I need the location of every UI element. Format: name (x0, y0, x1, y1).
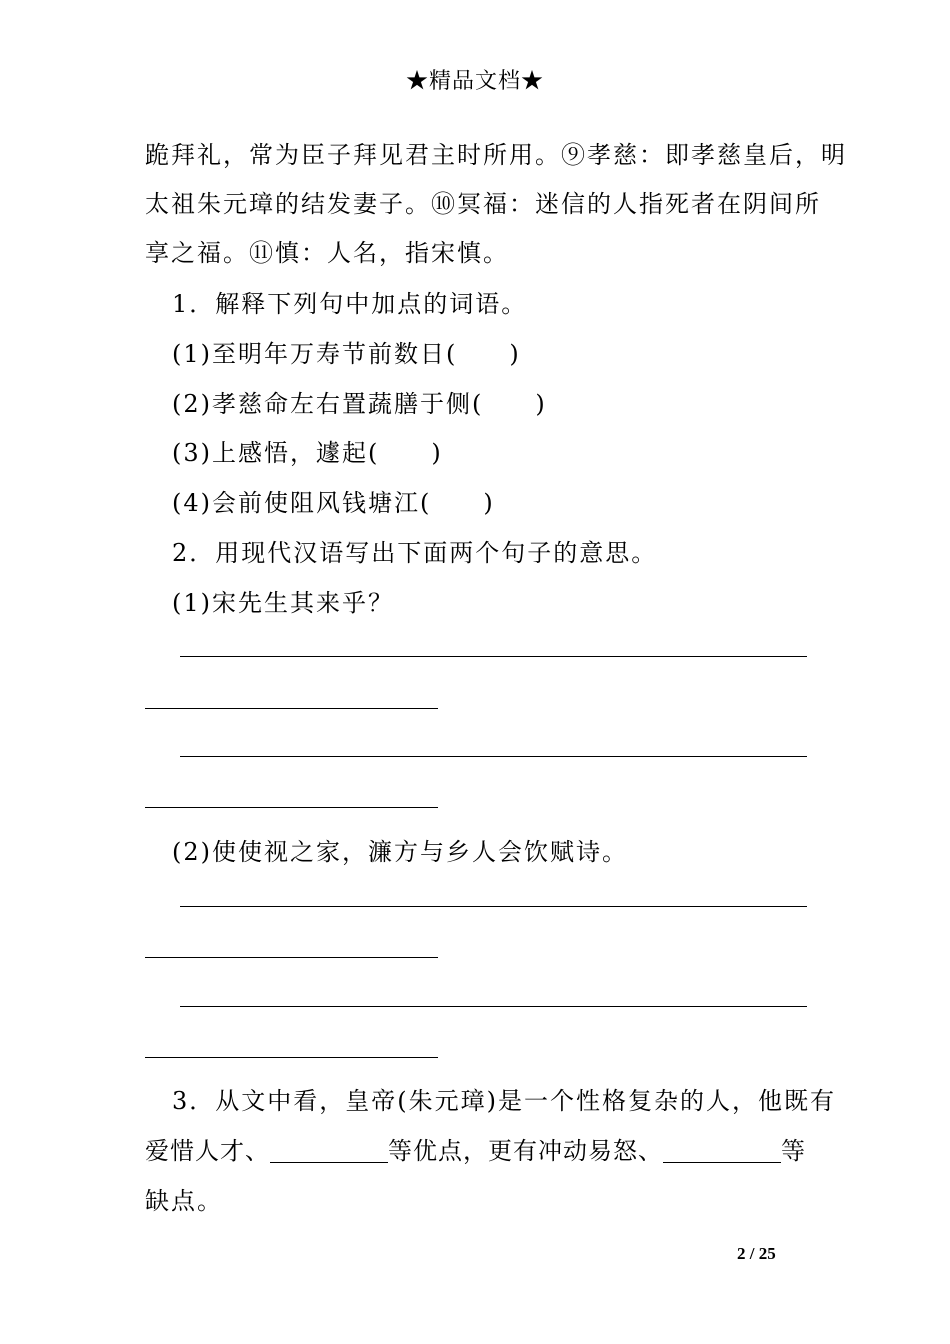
answer-line[interactable] (180, 906, 807, 907)
answer-line[interactable] (180, 756, 807, 757)
question-3-text: 爱惜人才、 (145, 1137, 270, 1165)
question-1-stem: 1．解释下列句中加点的词语。 (172, 290, 528, 318)
note-line-1: 跪拜礼，常为臣子拜见君主时所用。⑨孝慈：即孝慈皇后，明 (145, 141, 847, 169)
page-header-title: ★精品文档★ (405, 69, 544, 94)
answer-line[interactable] (145, 957, 438, 958)
question-1-item-1: (1)至明年万寿节前数日( ) (172, 340, 521, 368)
answer-line[interactable] (145, 807, 438, 808)
answer-line[interactable] (180, 656, 807, 657)
question-2-stem: 2．用现代汉语写出下面两个句子的意思。 (172, 539, 658, 567)
question-1-item-3: (3)上感悟，遽起( ) (172, 439, 443, 467)
question-1-item-2: (2)孝慈命左右置蔬膳于侧( ) (172, 390, 547, 418)
answer-line[interactable] (145, 708, 438, 709)
question-3-text: 等优点，更有冲动易怒、 (388, 1137, 663, 1165)
answer-line[interactable] (180, 1006, 807, 1007)
page-number: 2 / 25 (737, 1244, 776, 1263)
question-2-item-2: (2)使使视之家，濂方与乡人会饮赋诗。 (172, 838, 628, 866)
question-3-line-3: 缺点。 (145, 1187, 223, 1215)
note-line-2: 太祖朱元璋的结发妻子。⑩冥福：迷信的人指死者在阴间所 (145, 190, 821, 218)
question-3-line-1: 3．从文中看，皇帝(朱元璋)是一个性格复杂的人，他既有 (172, 1087, 836, 1115)
question-2-item-1: (1)宋先生其来乎？ (172, 589, 394, 617)
fill-blank[interactable] (270, 1138, 388, 1163)
note-line-3: 享之福。⑪慎：人名，指宋慎。 (145, 239, 509, 267)
fill-blank[interactable] (663, 1138, 781, 1163)
question-1-item-4: (4)会前使阻风钱塘江( ) (172, 489, 495, 517)
question-3-line-2 (145, 1131, 806, 1166)
question-3-text: 等 (781, 1137, 806, 1165)
answer-line[interactable] (145, 1057, 438, 1058)
